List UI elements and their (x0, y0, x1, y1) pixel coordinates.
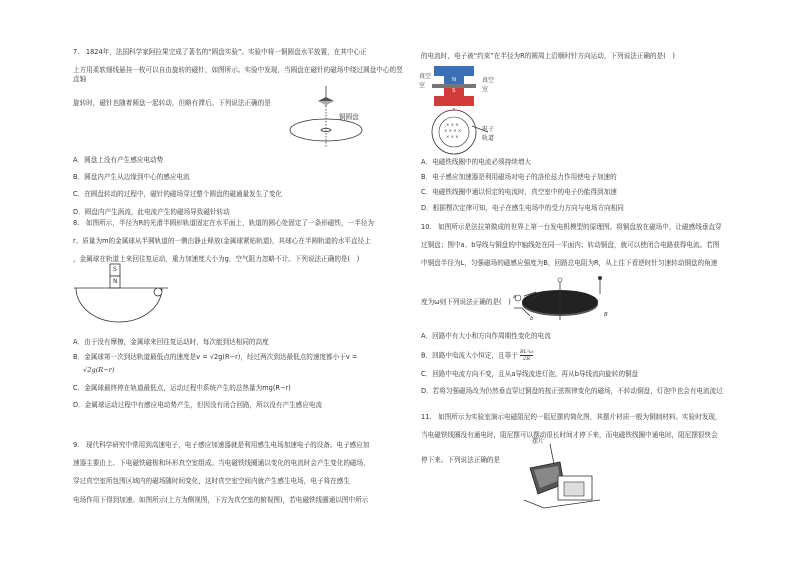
q10-line2: 过铜盘；图中a、b导线与铜盘的中轴线处在同一平面内；转动铜盘，就可以使闭合电路获得电流。若图 (421, 241, 720, 250)
q10-option-b-fraction (520, 349, 533, 362)
svg-text:× × × ×: × × × × (444, 128, 462, 133)
q7-option-a: A．圆盘上没有产生感应电动势 (73, 156, 164, 164)
q11-fig-label: 摆片 (532, 438, 545, 445)
q7-option-c: C．在圆盘转动的过程中，磁针的磁场穿过整个圆盘的磁通量发生了变化 (73, 190, 283, 199)
q10-fig-a: a (513, 294, 517, 300)
q7-options (73, 156, 405, 221)
q10-option-b-row (421, 349, 726, 362)
q8-option-d: D．金属球运动过程中有感应电动势产生，但因没有闭合回路，所以没有产生感应电流 (73, 400, 323, 409)
q8-option-b1: B．金属球第一次到达轨道最低点的速度是v = √2g(R−r)，经过两次到达最低点的速度都小于v = (73, 353, 358, 362)
q10-fig-b: B (604, 312, 608, 318)
q10-line1: 10. 如图所示是法拉第做成的世界上第一台发电机模型的原理图。将铜盘放在磁场中，让磁感线垂直穿 (421, 223, 722, 231)
q7-line2: 上方用柔软细线悬挂一枚可以自由旋转的磁针，如图所示。实验中发现，当圆盘在磁针的磁场中绕过圆盘中心的竖直轴 (73, 66, 403, 84)
q9-line1: 9. 现代科学研究中常用到高速电子，电子感应加速器就是利用感生电场加速电子的设备。电子感应加 (73, 441, 370, 449)
q8-magnet-n: N (113, 278, 118, 285)
svg-text:× × ×: × × × (446, 134, 459, 139)
q8-option-c: C．金属球最终停在轨道最低点，运动过程中系统产生的总热量为mg(R−r) (73, 383, 291, 392)
q9-option-c: C．电磁铁线圈中通以恒定的电流时，真空室中的电子仍能得到加速 (421, 188, 617, 197)
q11-line3: 停下来。下列说法正确的是 (421, 456, 501, 464)
q9-label-vacuum-right: 真空室 (482, 77, 495, 93)
q7-copper-disc-figure (288, 86, 378, 148)
q8-semicircle-figure (72, 262, 172, 324)
q9-line4: 电场作用下得到加速。如图所示(上方为侧视图，下方为真空室的俯视图)，若电磁铁线圈通以图中所示 (73, 495, 369, 504)
q8-line2: r、质量为m的金属球从半圆轨道的一侧由静止释放(金属球紧贴轨道)，其球心在半圆轨道的水平直径上 (73, 237, 371, 246)
q8-option-b2: √2g(R−r) (83, 366, 115, 375)
q10-option-c: C．回路中电流方向不变，且从a导线流进灯泡，再从b导线流向旋转的铜盘 (421, 370, 639, 379)
q10-option-d: D．若将匀强磁场改为仍然垂直穿过铜盘的按正弦规律变化的磁场，不转动铜盘，灯泡中也会有电流流过 (421, 387, 723, 396)
svg-text:× × ×: × × × (446, 122, 459, 127)
q10-stem (421, 223, 726, 278)
q9-options (421, 158, 726, 217)
q7-line1: 7. 1824年，法国科学家阿拉果完成了著名的“圆盘实验”。实验中将一铜圆盘水平放置，在其中心正 (73, 48, 367, 56)
q7-line3: 旋转时，磁针也随着圆盘一起转动，但略有滞后。下列说法正确的是 (73, 98, 271, 107)
q9-line2: 速器主要由上、下电磁铁磁极和环形真空室组成。当电磁铁线圈通以变化的电流时会产生变化的磁场， (73, 459, 370, 468)
q8-options (73, 338, 405, 414)
q10-option-a: A．回路中有大小和方向作周期性变化的电流 (421, 332, 551, 340)
q9-cont-line1: 的电流时，电子被“约束”在半径为R的圆周上沿顺时针方向运动，下列说法正确的是( ) (421, 52, 675, 60)
q9-option-a: A．电磁铁线圈中的电流必须持续增大 (421, 158, 532, 166)
q9-line3: 穿过真空室所包围区域内的磁场随时间变化，这时真空室空间内就产生感生电场，电子将在感生 (73, 477, 350, 486)
q7-option-b: B．圆盘内产生从边缘到中心的感应电流 (73, 173, 190, 182)
q10-faraday-disc-figure (510, 274, 610, 324)
q7-fig-label: 铜圆盘 (339, 113, 359, 121)
q8-option-a: A．由于没有摩擦，金属球来回往复运动时，每次能到达相同的高度 (73, 338, 269, 346)
q9-option-b: B．电子感应加速器是利用磁场对电子的洛伦兹力作用使电子加速的 (421, 173, 617, 182)
q9-stem (73, 441, 405, 514)
q11-damping-pendulum-figure (520, 440, 605, 510)
q9-label-vacuum-left: 真空室 (419, 73, 432, 89)
q10-line4: 度为ω则下列说法正确的是( ) (421, 298, 511, 306)
q10-option-b: B．回路中电流大小恒定，且等于 (421, 351, 518, 360)
q8-line3: ，金属球在轨道上来回往复运动，重力加速度大小为g，空气阻力忽略不计。下列说法正确的是( ) (73, 255, 360, 264)
q10-fig-bb: b (530, 316, 534, 322)
q8-line1: 8. 如图所示，半径为R的光滑半圆形轨道固定在水平面上，轨道的圆心处固定了一条形磁铁，一半径为 (73, 219, 374, 227)
q9-label-s: S (452, 88, 456, 94)
q9-option-d: D．根据楞次定律可知，电子在感生电场中的受力方向与电场方向相同 (421, 203, 624, 212)
q9-label-n: N (452, 77, 457, 83)
q9-accelerator-figure (428, 66, 508, 156)
q10-fraction-denominator: 2R (523, 356, 530, 363)
q7-option-d: D．圆盘内产生涡流，此电流产生的磁场导致磁针转动 (73, 207, 230, 216)
q10-options (421, 332, 726, 401)
q10-fraction-numerator: BL²ω (519, 349, 534, 356)
q11-line2: 当电磁铁线圈没有通电时，阻尼摆可以摆动很长时间才停下来，而电磁铁线圈中通电时，阻尼摆很快会 (421, 431, 718, 440)
q8-magnet-s: S (113, 266, 117, 273)
q10-line3: 中铜盘半径为L，匀强磁场的磁感应强度为B，回路总电阻为R，从上往下看逆时针匀速转动铜盘的角速 (421, 259, 718, 268)
q11-line1: 11. 如图所示为实验室演示电磁阻尼的一阻尼摆的简化图，其摆片材质一般为铜制材料。实验时发现， (421, 413, 722, 421)
q9-label-orbit: 电子轨道 (482, 126, 495, 142)
